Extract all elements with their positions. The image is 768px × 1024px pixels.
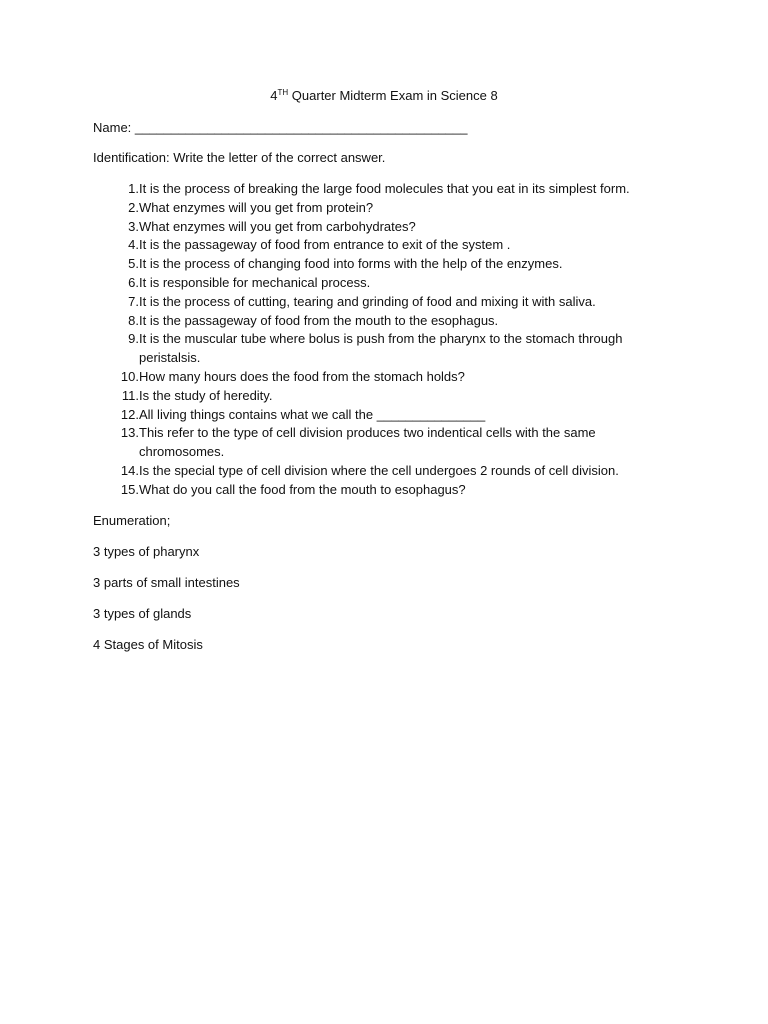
enumeration-item: 3 parts of small intestines <box>93 575 240 590</box>
question-number <box>93 330 139 368</box>
question-item <box>93 255 653 274</box>
question-number <box>93 462 139 481</box>
question-number-text: 10. <box>120 368 139 384</box>
question-text: It is the process of changing food into forms with the help of the enzymes. <box>139 256 563 272</box>
question-item <box>93 312 653 331</box>
question-number <box>93 481 139 500</box>
question-text: It is the passageway of food from the mouth to the esophagus. <box>139 312 499 328</box>
question-item <box>93 406 653 425</box>
enumeration-item: 4 Stages of Mitosis <box>93 637 203 652</box>
question-number <box>93 180 139 199</box>
question-number-text: 2. <box>128 199 139 215</box>
question-item <box>93 199 653 218</box>
enumeration-item: 3 types of pharynx <box>93 544 200 559</box>
question-number-text: 7. <box>128 293 139 309</box>
question-list <box>93 180 653 500</box>
question-number <box>93 424 139 462</box>
question-number-text: 13. <box>120 425 139 441</box>
question-number <box>93 406 139 425</box>
title-superscript: TH <box>277 88 289 97</box>
question-number <box>93 312 139 331</box>
question-number <box>93 293 139 312</box>
question-number <box>93 236 139 255</box>
question-text: It is the muscular tube where bolus is push from the pharynx to the stomach through peristalsis. <box>139 331 623 366</box>
question-text: What do you call the food from the mouth to esophagus? <box>139 481 466 497</box>
question-item <box>93 236 653 255</box>
question-text: It is the process of cutting, tearing and grinding of food and mixing it with saliva. <box>139 293 596 309</box>
enumeration-list <box>93 544 240 668</box>
question-number <box>93 274 139 293</box>
question-number-text: 15. <box>120 481 139 497</box>
question-number <box>93 199 139 218</box>
question-item <box>93 368 653 387</box>
enumeration-item: 3 types of glands <box>93 606 192 621</box>
question-text: It is the passageway of food from entrance to exit of the system . <box>139 237 511 253</box>
question-text: What enzymes will you get from protein? <box>139 199 374 215</box>
name-blank: ______________________________________________ <box>134 120 468 135</box>
question-text: How many hours does the food from the stomach holds? <box>139 368 465 384</box>
question-item <box>93 274 653 293</box>
question-text: What enzymes will you get from carbohydrates? <box>139 218 416 234</box>
question-number <box>93 255 139 274</box>
question-number-text: 3. <box>128 218 139 234</box>
question-text: It is the process of breaking the large food molecules that you eat in its simplest form. <box>139 181 630 196</box>
identification-instruction: Identification: Write the letter of the correct answer. <box>93 150 386 165</box>
question-number-text: 4. <box>128 237 139 253</box>
question-item <box>93 293 653 312</box>
question-number-text: 5. <box>128 256 139 272</box>
name-field <box>93 120 468 135</box>
question-text: All living things contains what we call the _______________ <box>139 406 486 422</box>
title-rest: Quarter Midterm Exam in Science 8 <box>288 88 498 103</box>
question-item <box>93 481 653 500</box>
question-text: Is the study of heredity. <box>139 387 273 403</box>
question-number-text: 1. <box>128 181 139 196</box>
question-text: It is responsible for mechanical process. <box>139 274 371 290</box>
question-number-text: 11. <box>121 387 139 403</box>
question-item <box>93 387 653 406</box>
name-label: Name: <box>93 120 135 135</box>
question-number <box>93 368 139 387</box>
question-item <box>93 424 653 462</box>
question-text: Is the special type of cell division where the cell undergoes 2 rounds of cell division. <box>139 462 619 478</box>
question-item <box>93 462 653 481</box>
question-item <box>93 180 653 199</box>
question-text: This refer to the type of cell division produces two indentical cells with the same chromosomes. <box>139 425 596 460</box>
question-number <box>93 387 139 406</box>
question-number-text: 14. <box>120 462 139 478</box>
question-number-text: 6. <box>128 274 139 290</box>
question-number-text: 12. <box>120 406 139 422</box>
exam-title <box>0 88 768 103</box>
title-prefix: 4 <box>270 88 278 103</box>
question-number-text: 8. <box>128 312 139 328</box>
question-number-text: 9. <box>128 331 139 347</box>
question-item <box>93 330 653 368</box>
question-item <box>93 218 653 237</box>
question-number <box>93 218 139 237</box>
enumeration-heading: Enumeration; <box>93 513 171 528</box>
